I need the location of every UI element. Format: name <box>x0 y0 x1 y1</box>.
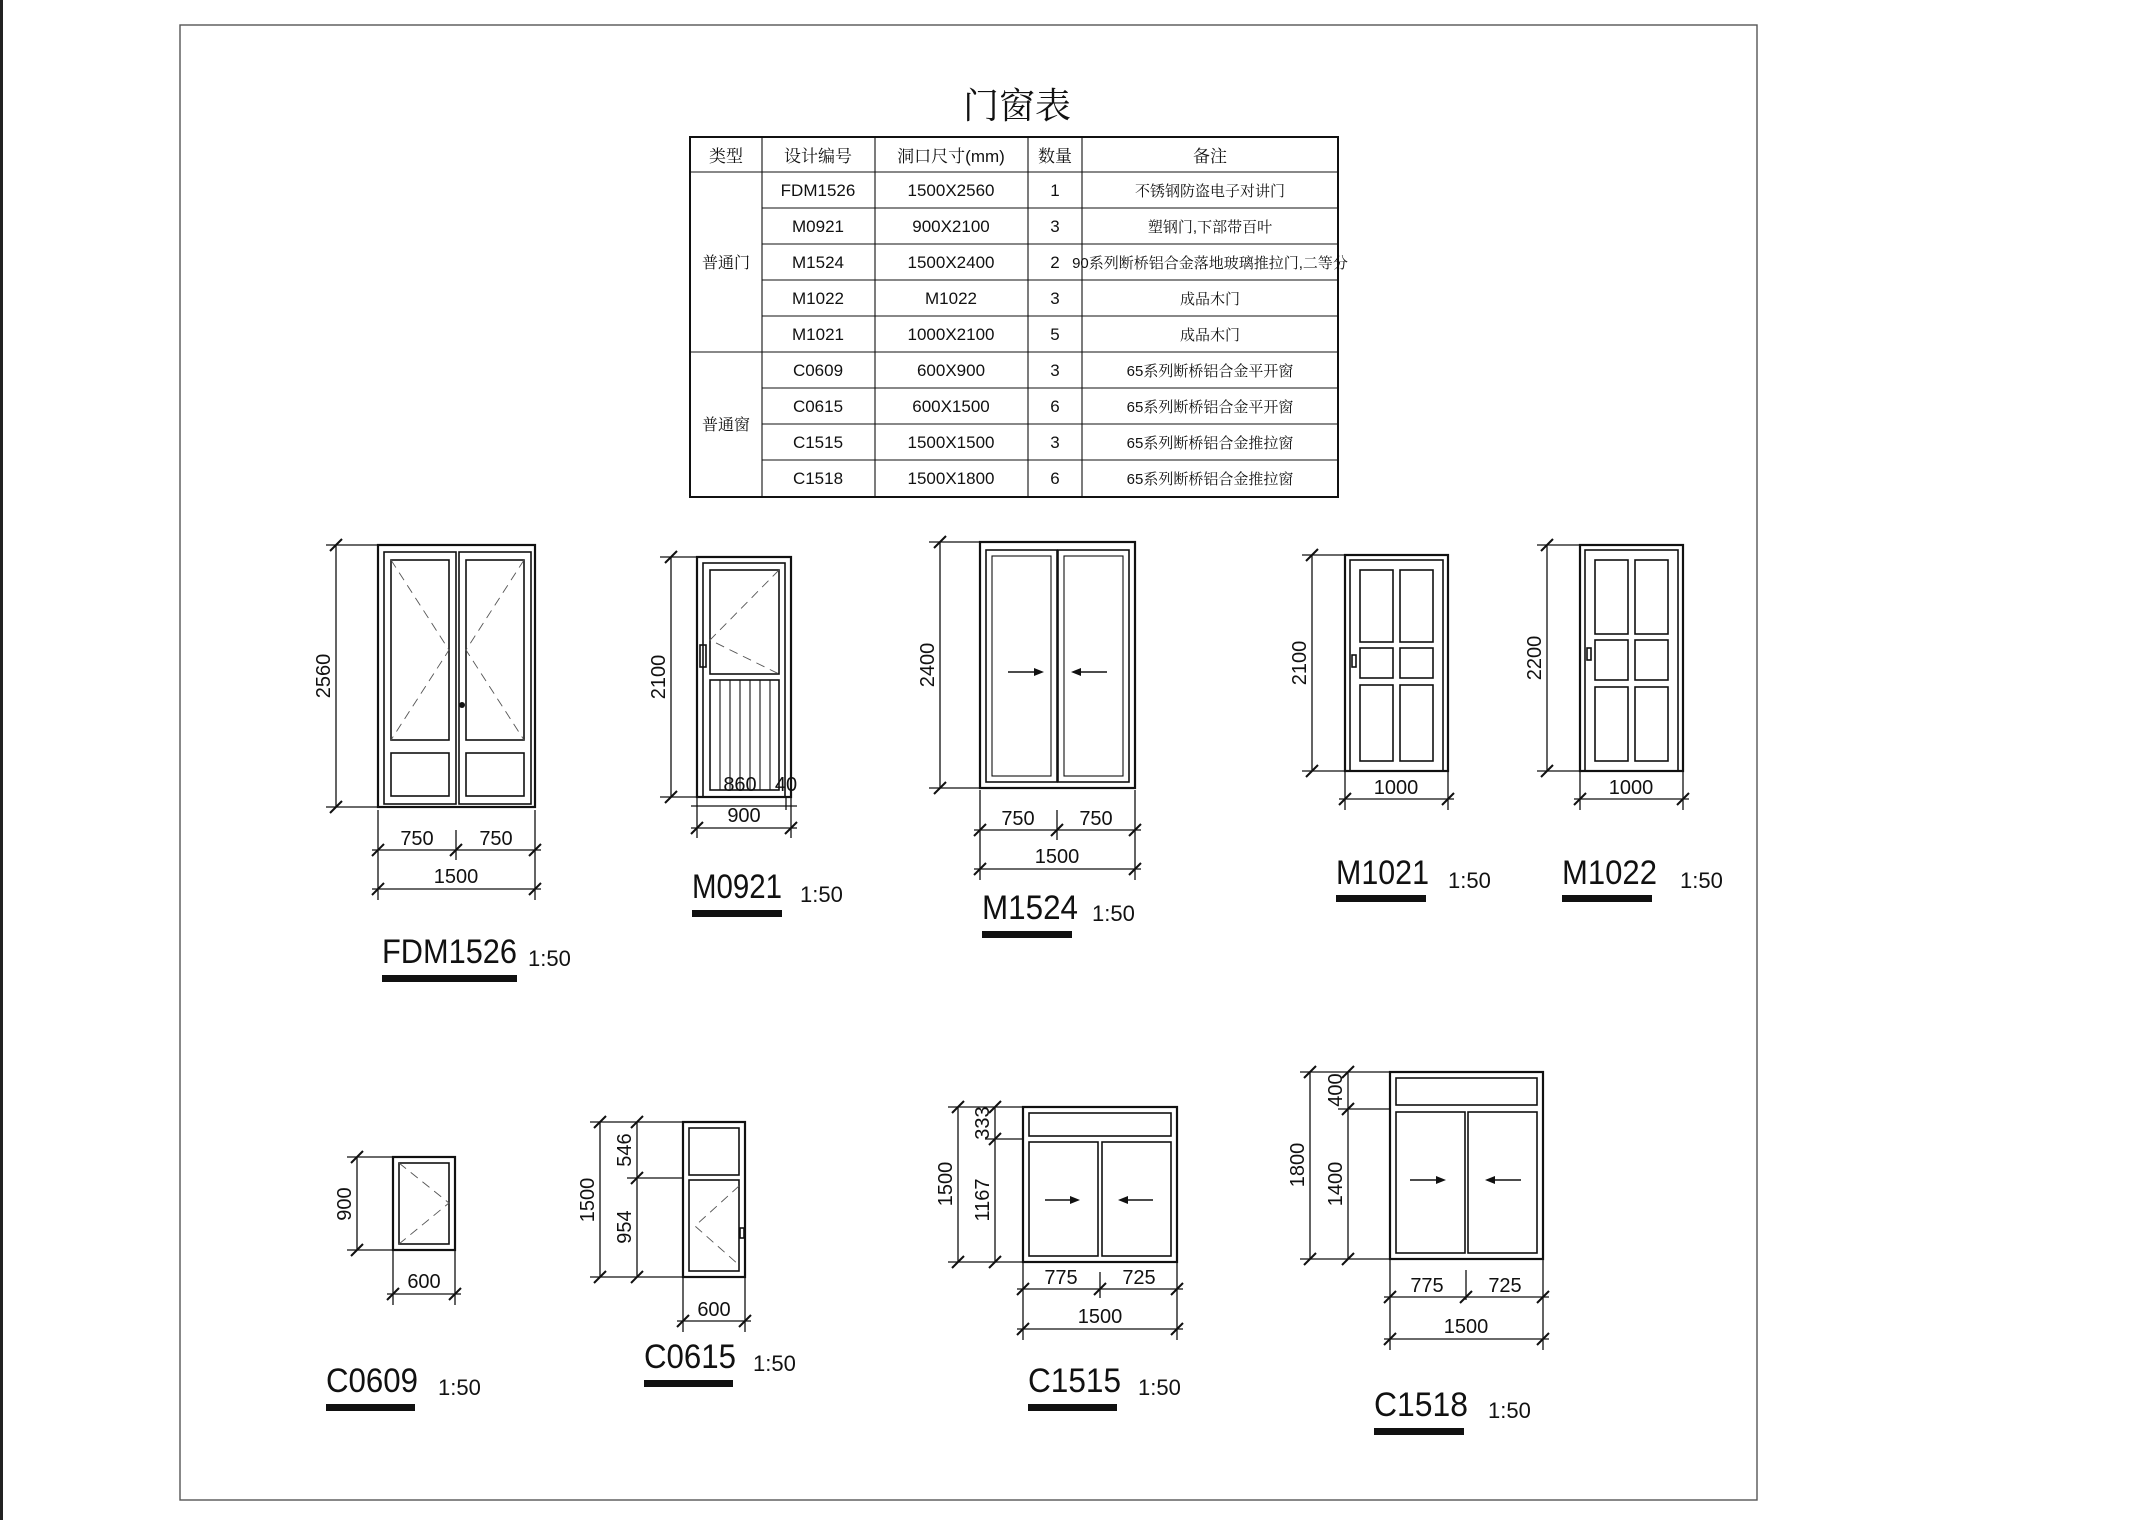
header-note: 备注 <box>1193 147 1227 166</box>
elevation-m1021 <box>1289 549 1491 902</box>
dim-total: 1000 <box>1373 777 1419 799</box>
slide-arrow-left-icon <box>1410 1176 1446 1184</box>
handle-icon <box>1352 655 1356 667</box>
sliding-sash-right <box>1102 1142 1171 1256</box>
elevation-c1518 <box>1287 1066 1549 1435</box>
code-underline <box>382 975 517 982</box>
code-underline <box>692 910 782 917</box>
dim-width-right: 750 <box>1079 808 1113 830</box>
panel-top-right <box>1635 560 1668 634</box>
panel-bottom-right <box>1400 685 1433 761</box>
cell-qty: 1 <box>1050 181 1060 200</box>
schedule-title: 门窗表 <box>962 85 1072 126</box>
glass-panel-left <box>391 560 449 740</box>
slide-arrow-left-icon <box>1008 668 1044 676</box>
cell-code: FDM1526 <box>780 181 856 200</box>
slide-arrow-right-icon <box>1071 668 1107 676</box>
elevation-m1022 <box>1524 539 1723 902</box>
cell-size: 1500X1800 <box>907 469 995 488</box>
dimension-lines <box>1300 1072 1549 1350</box>
group-type-window: 普通窗 <box>701 417 751 434</box>
window-frame <box>1390 1072 1543 1259</box>
handle-icon <box>740 1228 744 1238</box>
elevation-code: M1524 <box>982 889 1078 927</box>
elevation-c0615 <box>577 1116 796 1387</box>
code-underline <box>982 931 1072 938</box>
dim-height: 2400 <box>917 642 939 688</box>
dim-total: 900 <box>727 805 761 827</box>
dim-width-main: 860 <box>723 774 757 796</box>
header-qty: 数量 <box>1038 147 1072 166</box>
slide-arrow-right-icon <box>1118 1196 1153 1204</box>
dim-width-right: 750 <box>479 828 513 850</box>
code-underline <box>1336 895 1426 902</box>
cell-note: 不锈钢防盗电子对讲门 <box>1134 183 1286 200</box>
elevation-code: M1021 <box>1336 854 1429 892</box>
window-frame <box>393 1157 455 1250</box>
code-underline <box>644 1380 733 1387</box>
glass-right <box>1064 556 1123 776</box>
schedule-rows <box>781 181 1348 488</box>
cell-code: M1021 <box>792 325 844 344</box>
elevation-code: M0921 <box>692 868 782 906</box>
cell-size: 1500X1500 <box>907 433 995 452</box>
glass-panel <box>710 570 779 674</box>
cell-code: M0921 <box>792 217 844 236</box>
dim-height-sash: 954 <box>614 1210 636 1244</box>
dim-total: 1500 <box>1443 1316 1489 1338</box>
code-underline <box>1562 895 1652 902</box>
cell-note: 65系列断桥铝合金推拉窗 <box>1126 435 1294 452</box>
header-type: 类型 <box>709 147 743 166</box>
panel-mid-right <box>1400 648 1433 678</box>
glass-left <box>992 556 1051 776</box>
transom-sash <box>1029 1113 1171 1136</box>
window-sash <box>399 1163 449 1244</box>
casement-sash <box>689 1180 739 1271</box>
dim-height-transom: 400 <box>1325 1073 1347 1107</box>
cell-size: 1000X2100 <box>907 325 995 344</box>
cell-note: 65系列断桥铝合金平开窗 <box>1126 363 1294 380</box>
elevation-code: M1022 <box>1562 854 1657 892</box>
swing-line-left <box>391 560 449 740</box>
elevation-code: C1515 <box>1028 1362 1121 1400</box>
code-underline <box>326 1404 415 1411</box>
panel-mid-right <box>1635 640 1668 680</box>
dim-width-side: 40 <box>774 774 798 796</box>
dim-total: 600 <box>407 1271 441 1293</box>
cell-code: C0609 <box>792 361 844 380</box>
dim-height-sash: 1167 <box>972 1178 994 1222</box>
elevation-scale: 1:50 <box>1680 868 1723 893</box>
lock-icon <box>459 702 465 708</box>
dim-height: 2100 <box>648 654 670 700</box>
header-code: 设计编号 <box>784 147 852 166</box>
dim-height: 2100 <box>1289 640 1311 686</box>
dim-height-transom: 546 <box>614 1133 636 1167</box>
cell-note: 成品木门 <box>1179 327 1241 344</box>
cell-note: 65系列断桥铝合金平开窗 <box>1126 399 1294 416</box>
door-window-schedule <box>690 85 1348 497</box>
panel-mid-left <box>1360 648 1393 678</box>
dim-total: 1000 <box>1608 777 1654 799</box>
header-size: 洞口尺寸(mm) <box>897 147 1005 166</box>
code-underline <box>1374 1428 1464 1435</box>
cell-size: 1500X2560 <box>907 181 995 200</box>
dim-height-transom: 333 <box>972 1106 994 1140</box>
cell-note: 成品木门 <box>1179 291 1241 308</box>
dim-height: 1500 <box>577 1177 599 1223</box>
dim-total: 1500 <box>433 866 479 888</box>
bottom-panel-left <box>391 753 449 796</box>
group-type-door: 普通门 <box>701 255 751 272</box>
cell-qty: 3 <box>1050 361 1060 380</box>
dimension-ticks <box>1306 549 1454 805</box>
elevation-code: C0609 <box>326 1362 418 1400</box>
sliding-sash-left <box>1029 1142 1098 1256</box>
dim-total: 1500 <box>1034 846 1080 868</box>
glass-panel-right <box>466 560 524 740</box>
door-frame <box>697 557 791 797</box>
panel-bottom-left <box>1360 685 1393 761</box>
sliding-panel-right <box>1058 550 1129 782</box>
cell-qty: 5 <box>1050 325 1060 344</box>
cell-size: 600X1500 <box>912 397 990 416</box>
transom-sash <box>689 1128 739 1175</box>
dim-width-left: 775 <box>1044 1267 1078 1289</box>
swing-line-right <box>466 560 524 740</box>
elevation-scale: 1:50 <box>1138 1375 1181 1400</box>
elevation-code: FDM1526 <box>382 933 517 971</box>
dim-width-left: 775 <box>1410 1275 1444 1297</box>
dim-total: 600 <box>697 1299 731 1321</box>
slide-arrow-left-icon <box>1045 1196 1080 1204</box>
elevation-scale: 1:50 <box>438 1375 481 1400</box>
panel-mid-left <box>1595 640 1628 680</box>
handle-icon <box>1587 648 1591 660</box>
cell-qty: 6 <box>1050 397 1060 416</box>
cell-size: 900X2100 <box>912 217 990 236</box>
elevation-c1515 <box>935 1101 1183 1411</box>
dim-width-right: 725 <box>1488 1275 1522 1297</box>
swing-line <box>399 1163 449 1244</box>
bottom-panel-right <box>466 753 524 796</box>
panel-bottom-left <box>1595 687 1628 761</box>
cell-qty: 6 <box>1050 469 1060 488</box>
elevation-scale: 1:50 <box>800 882 843 907</box>
dim-width-right: 725 <box>1122 1267 1156 1289</box>
dim-height: 2560 <box>313 653 335 699</box>
door-leaf <box>1585 550 1678 771</box>
cell-code: C1518 <box>792 469 844 488</box>
panel-bottom-right <box>1635 687 1668 761</box>
cell-size: 1500X2400 <box>907 253 995 272</box>
door-leaf-right <box>459 552 531 804</box>
elevation-code: C1518 <box>1374 1386 1468 1424</box>
cell-code: C0615 <box>792 397 844 416</box>
dimension-lines <box>347 1157 461 1305</box>
cell-qty: 2 <box>1050 253 1060 272</box>
elevation-scale: 1:50 <box>753 1351 796 1376</box>
window-frame <box>1023 1107 1177 1262</box>
cell-code: M1524 <box>792 253 844 272</box>
elevation-fdm1526 <box>313 539 571 982</box>
dim-total: 1500 <box>1077 1306 1123 1328</box>
transom-sash <box>1396 1078 1537 1105</box>
elevation-scale: 1:50 <box>1092 901 1135 926</box>
dim-height-sash: 1400 <box>1325 1161 1347 1207</box>
window-frame <box>683 1122 745 1277</box>
cell-code: M1022 <box>792 289 844 308</box>
cell-size: M1022 <box>925 289 977 308</box>
cell-code: C1515 <box>792 433 844 452</box>
swing-line <box>710 570 779 674</box>
dimension-ticks <box>351 1151 461 1300</box>
sliding-panel-left <box>986 550 1057 782</box>
dim-height: 2200 <box>1524 635 1546 681</box>
dim-height: 1800 <box>1287 1142 1309 1188</box>
cell-note: 塑钢门,下部带百叶 <box>1147 219 1273 236</box>
code-underline <box>1028 1404 1117 1411</box>
sliding-sash-right <box>1468 1112 1537 1253</box>
elevation-scale: 1:50 <box>528 946 571 971</box>
dim-width-left: 750 <box>1001 808 1035 830</box>
dimension-ticks <box>1541 539 1689 805</box>
door-leaf <box>1350 560 1443 771</box>
elevation-scale: 1:50 <box>1488 1398 1531 1423</box>
elevation-code: C0615 <box>644 1338 736 1376</box>
panel-top-left <box>1360 570 1393 642</box>
swing-line <box>695 1186 739 1265</box>
elevation-scale: 1:50 <box>1448 868 1491 893</box>
door-leaf-left <box>384 552 456 804</box>
slide-arrow-right-icon <box>1485 1176 1521 1184</box>
dim-height: 1500 <box>935 1161 957 1207</box>
dim-height: 900 <box>334 1187 356 1221</box>
cell-qty: 3 <box>1050 433 1060 452</box>
cell-qty: 3 <box>1050 289 1060 308</box>
sliding-sash-left <box>1396 1112 1465 1253</box>
panel-top-right <box>1400 570 1433 642</box>
dim-width-left: 750 <box>400 828 434 850</box>
cell-note: 90系列断桥铝合金落地玻璃推拉门,二等分 <box>1072 255 1348 272</box>
elevation-m0921 <box>648 551 843 917</box>
elevation-c0609 <box>326 1151 481 1411</box>
panel-top-left <box>1595 560 1628 634</box>
cell-note: 65系列断桥铝合金推拉窗 <box>1126 471 1294 488</box>
schedule-header-row <box>709 147 1227 166</box>
cell-size: 600X900 <box>916 361 986 380</box>
cell-qty: 3 <box>1050 217 1060 236</box>
elevation-m1524 <box>917 536 1141 938</box>
